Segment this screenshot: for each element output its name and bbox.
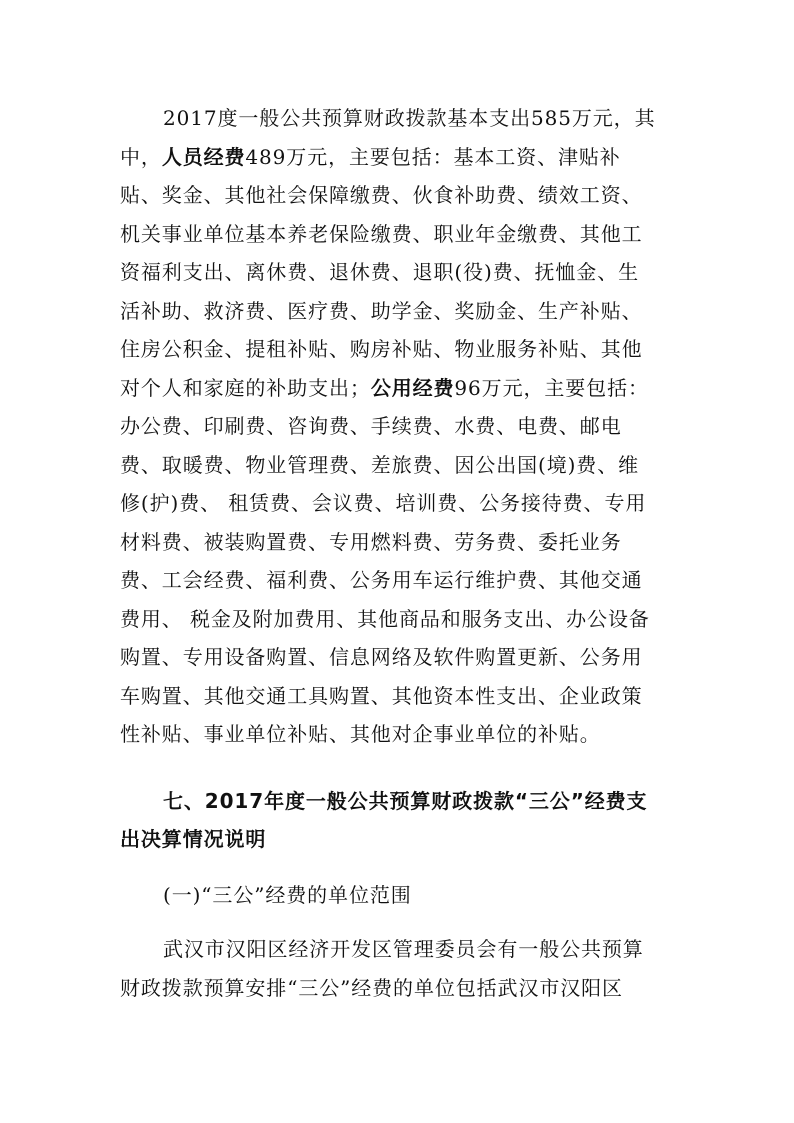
text-line — [120, 138, 668, 177]
personnel-expense-term: 人员经费 — [161, 144, 246, 169]
text-line: 车购置、其他交通工具购置、其他资本性支出、企业政策 — [120, 683, 643, 708]
text-line: 材料费、被装购置费、专用燃料费、劳务费、委托业务 — [120, 529, 622, 554]
text-line: 财政拨款预算安排“三公”经费的单位包括武汉市汉阳区 — [120, 975, 623, 1000]
basic-expenditure-paragraph — [120, 99, 668, 754]
text-line: 资福利支出、离休费、退休费、退职(役)费、抚恤金、生 — [120, 260, 640, 284]
subsection-heading — [120, 876, 668, 915]
text-line: 活补助、救济费、医疗费、助学金、奖励金、生产补贴、 — [120, 298, 643, 323]
text-fragment: 中， — [120, 144, 162, 169]
text-fragment: 489万元，主要包括：基本工资、津贴补 — [245, 144, 621, 169]
heading-line: 出决算情况说明 — [120, 827, 267, 851]
text-line: 贴、奖金、其他社会保障缴费、伙食补助费、绩效工资、 — [120, 183, 643, 207]
text-line — [120, 369, 668, 408]
text-line: 费、取暖费、物业管理费、差旅费、因公出国(境)费、维 — [120, 452, 640, 477]
scope-paragraph — [120, 930, 668, 1007]
heading-line: 七、2017年度一般公共预算财政拨款“三公”经费支 — [163, 789, 648, 813]
text-line: 费用、 税金及附加费用、其他商品和服务支出、办公设备 — [120, 606, 650, 631]
public-expense-term: 公用经费 — [370, 375, 455, 400]
text-line: 住房公积金、提租补贴、购房补贴、物业服务补贴、其他 — [120, 337, 643, 361]
text-line: 2017度一般公共预算财政拨款基本支出585万元，其 — [163, 106, 656, 130]
text-line: 费、工会经费、福利费、公务用车运行维护费、其他交通 — [120, 568, 643, 592]
text-line: 武汉市汉阳区经济开发区管理委员会有一般公共预算 — [163, 937, 644, 961]
text-line: 办公费、印刷费、咨询费、手续费、水费、电费、邮电 — [120, 414, 622, 438]
text-line: 性补贴、事业单位补贴、其他对企事业单位的补贴。 — [120, 722, 601, 746]
subsection-title: (一)“三公”经费的单位范围 — [163, 883, 412, 907]
section-heading — [120, 782, 680, 858]
text-fragment: 96万元，主要包括： — [454, 375, 649, 400]
text-line: 修(护)费、 租赁费、会议费、培训费、公务接待费、专用 — [120, 491, 647, 515]
text-fragment: 对个人和家庭的补助支出； — [120, 375, 371, 400]
text-line: 机关事业单位基本养老保险缴费、职业年金缴费、其他工 — [120, 221, 643, 246]
text-line: 购置、专用设备购置、信息网络及软件购置更新、公务用 — [120, 645, 643, 669]
